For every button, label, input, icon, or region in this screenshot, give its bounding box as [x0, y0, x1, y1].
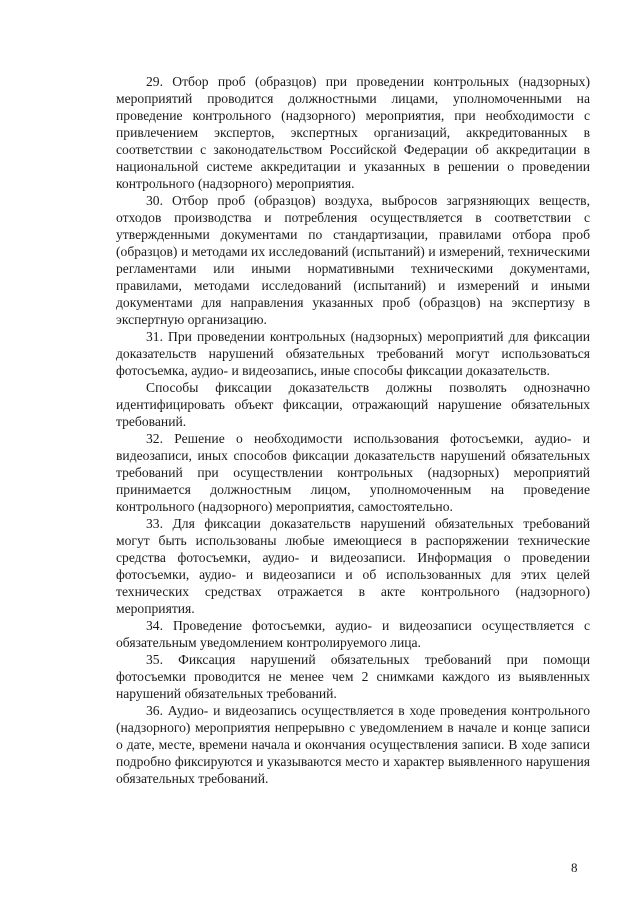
paragraph-33: 33. Для фиксации доказательств нарушений обязательных требований могут быть использованы любые имеющиеся в распоряжении технические средства фотосъемки, аудио- и видеозаписи. Информация о проведении фотосъемки, аудио- и видеозаписи и об использованных для этих целей технических средствах отражается в акте контрольного (надзорного) мероприятия.	[116, 516, 590, 616]
paragraph-34: 34. Проведение фотосъемки, аудио- и видеозаписи осуществляется с обязательным уведомлением контролируемого лица.	[116, 618, 590, 650]
paragraph-35: 35. Фиксация нарушений обязательных требований при помощи фотосъемки проводится не менее чем 2 снимками каждого из выявленных нарушений обязательных требований.	[116, 652, 590, 701]
paragraph-31-continued: Способы фиксации доказательств должны позволять однозначно идентифицировать объект фиксации, отражающий нарушение обязательных требований.	[116, 380, 590, 429]
paragraph-30: 30. Отбор проб (образцов) воздуха, выбросов загрязняющих веществ, отходов производства и потребления осуществляется в соответствии с утвержденными документами по стандартизации, правилами отбора проб (образцов) и методами их исследований (испытаний) и измерений, техническими регламентами или иными нормативными техническими документами, правилами, методами исследований (испытаний) и измерений и иными документами для направления указанных проб (образцов) на экспертизу в экспертную организацию.	[116, 193, 590, 327]
paragraph-29: 29. Отбор проб (образцов) при проведении контрольных (надзорных) мероприятий проводится должностными лицами, уполномоченными на проведение контрольного (надзорного) мероприятия, при необходимости с привлечением экспертов, экспертных организаций, аккредитованных в соответствии с законодательством Российской Федерации об аккредитации в национальной системе аккредитации и указанных в решении о проведении контрольного (надзорного) мероприятия.	[116, 74, 590, 191]
paragraph-31: 31. При проведении контрольных (надзорных) мероприятий для фиксации доказательств нарушений обязательных требований могут использоваться фотосъемка, аудио- и видеозапись, иные способы фиксации доказательств.	[116, 329, 590, 378]
paragraph-32: 32. Решение о необходимости использования фотосъемки, аудио- и видеозаписи, иных способов фиксации доказательств нарушений обязательных требований при осуществлении контрольных (надзорных) мероприятий принимается должностным лицом, уполномоченным на проведение контрольного (надзорного) мероприятия, самостоятельно.	[116, 431, 590, 514]
paragraph-36: 36. Аудио- и видеозапись осуществляется в ходе проведения контрольного (надзорного) мероприятия непрерывно с уведомлением в начале и конце записи о дате, месте, времени начала и окончания осуществления записи. В ходе записи подробно фиксируются и указываются место и характер выявленного нарушения обязательных требований.	[116, 703, 590, 786]
page-number: 8	[571, 860, 578, 875]
body-text	[116, 73, 590, 787]
